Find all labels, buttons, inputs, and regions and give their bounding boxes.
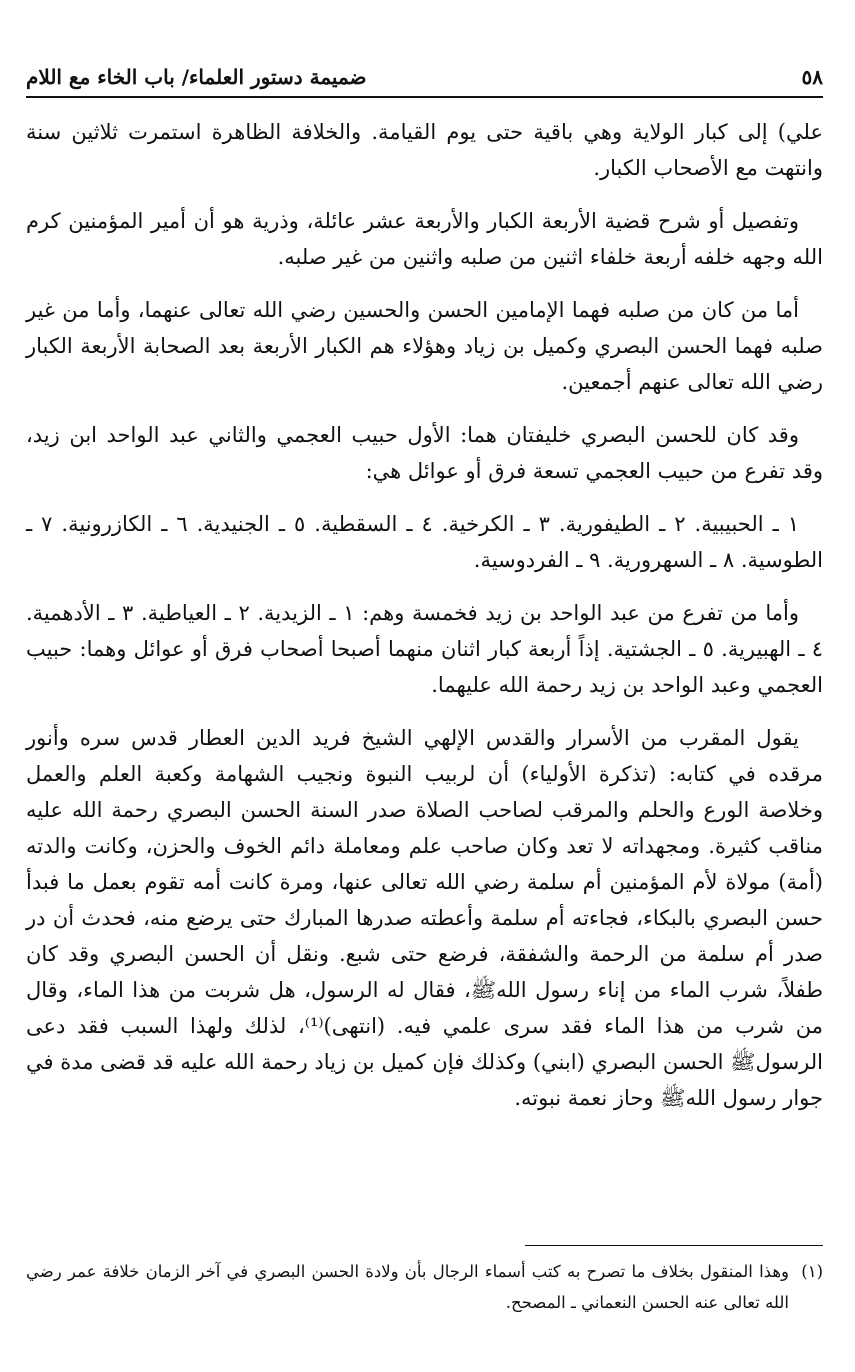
paragraph-four-and-fourteen: وتفصيل أو شرح قضية الأربعة الكبار والأربعة عشر عائلة، وذرية هو أن أمير المؤمنين كرم الله وجهه خلفه أربعة خلفاء اثنين من صلبه واثنين من غير صلبه.	[26, 209, 823, 269]
body-text	[26, 114, 823, 1133]
footnote-number: (١)	[801, 1262, 823, 1281]
page-number: ٥٨	[801, 65, 823, 89]
header-rule	[26, 96, 823, 98]
paragraph-five-orders: وأما من تفرع من عبد الواحد بن زيد فخمسة وهم: ١ ـ الزيدية. ٢ ـ العياطية. ٣ ـ الأدهمية. ٤ ـ الهبيرية. ٥ ـ الجشتية. إذاً أربعة كبار اثنان منهما أصبحا أصحاب فرق أو عوائل وهما: حبيب العجمي وعبد الواحد بن زيد رحمة الله عليهما.	[26, 601, 823, 697]
paragraph-continuation: علي) إلى كبار الولاية وهي باقية حتى يوم القيامة. والخلافة الظاهرة استمرت ثلاثين سنة وانتهت مع الأصحاب الكبار.	[26, 120, 823, 180]
book-page	[26, 0, 823, 1372]
running-head	[26, 58, 823, 92]
paragraph-attar-quote: يقول المقرب من الأسرار والقدس الإلهي الشيخ فريد الدين العطار قدس سره وأنور مرقده في كتابه: (تذكرة الأولياء) أن لربيب النبوة ونجيب الشهامة وكعبة العلم والعمل وخلاصة الورع والحلم والمرقب لصاحب الصلاة صدر السنة الحسن البصري رحمة الله عليه مناقب كثيرة. ومجهداته لا تعد وكان صاحب علم ومعاملة دائم الخوف والحزن، وكانت والدته (أمة) مولاة لأم المؤمنين أم سلمة رضي الله تعالى عنها، ومرة كانت أمه تقوم بعمل ما فبدأ حسن البصري بالبكاء، فجاءته أم سلمة وأعطته صدرها المبارك حتى يرضع منه، فحدث أن در صدر أم سلمة من الرحمة والشفقة، فرضع حتى شبع. ونقل أن الحسن البصري وقد كان طفلاً، شرب الماء من إناء رسول اللهﷺ، فقال له الرسول، هل شربت من هذا الماء، وقال من شرب من هذا الماء فقد سرى علمي فيه. (انتهى)⁽¹⁾، لذلك ولهذا السبب فقد دعى الرسولﷺ الحسن البصري (ابني) وكذلك فإن كميل بن زياد رحمة الله عليه قد قضى مدة في جوار رسول اللهﷺ وحاز نعمة نبوته.	[26, 726, 824, 1110]
paragraph-successors: أما من كان من صلبه فهما الإمامين الحسن والحسين رضي الله تعالى عنهما، وأما من غير صلبه فهما الحسن البصري وكميل بن زياد وهؤلاء هم الكبار الأربعة بعد الصحابة الأربعة الكبار رضي الله تعالى عنهم أجمعين.	[26, 298, 823, 394]
footnote-rule	[525, 1245, 823, 1246]
footnote	[26, 1256, 823, 1318]
paragraph-hasan-basri-caliphs: وقد كان للحسن البصري خليفتان هما: الأول حبيب العجمي والثاني عبد الواحد ابن زيد، وقد تفرع من حبيب العجمي تسعة فرق أو عوائل هي:	[26, 423, 823, 483]
running-title: ضميمة دستور العلماء/ باب الخاء مع اللام	[26, 65, 367, 89]
list-nine-orders: ١ ـ الحبيبية. ٢ ـ الطيفورية. ٣ ـ الكرخية. ٤ ـ السقطية. ٥ ـ الجنيدية. ٦ ـ الكازرونية. ٧ ـ الطوسية. ٨ ـ السهرورية. ٩ ـ الفردوسية.	[26, 512, 823, 572]
footnote-text: وهذا المنقول بخلاف ما تصرح به كتب أسماء الرجال بأن ولادة الحسن البصري في آخر الزمان خلافة عمر رضي الله تعالى عنه الحسن النعماني ـ المصحح.	[26, 1262, 789, 1312]
